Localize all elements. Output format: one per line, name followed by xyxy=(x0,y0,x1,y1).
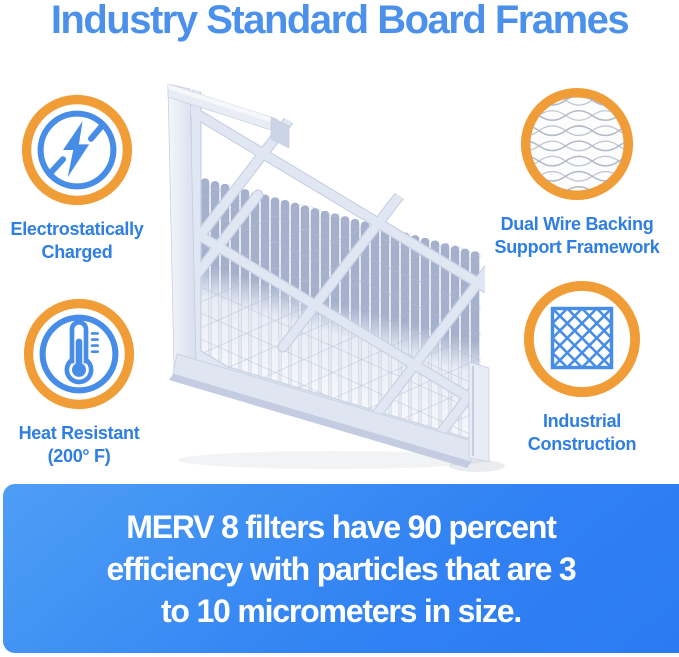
lightning-icon xyxy=(21,94,133,206)
feature-electrostatic xyxy=(0,94,167,264)
banner-text-line: to 10 micrometers in size. xyxy=(160,592,522,629)
feature-wire-backing xyxy=(487,87,667,259)
merv-info-banner xyxy=(3,484,679,653)
feature-industrial-construction xyxy=(492,280,672,456)
feature-label-line: (200° F) xyxy=(47,446,111,466)
feature-heat-resistant xyxy=(0,298,169,468)
wire-mesh-icon xyxy=(520,87,634,201)
feature-label-line: Electrostatically xyxy=(10,219,144,239)
banner-text-line: efficiency with particles that are 3 xyxy=(106,550,576,587)
air-filter-product-image xyxy=(163,62,511,472)
feature-label-line: Support Framework xyxy=(494,237,660,257)
thermometer-icon xyxy=(23,298,135,410)
lattice-grid-icon xyxy=(523,280,641,398)
feature-label-line: Industrial xyxy=(542,411,621,431)
feature-label-line: Heat Resistant xyxy=(18,423,140,443)
banner-text-line: MERV 8 filters have 90 percent xyxy=(126,508,556,545)
feature-label-line: Construction xyxy=(527,434,637,454)
feature-label-line: Charged xyxy=(41,242,113,262)
feature-label-line: Dual Wire Backing xyxy=(500,214,654,234)
page-title: Industry Standard Board Frames xyxy=(50,0,629,42)
